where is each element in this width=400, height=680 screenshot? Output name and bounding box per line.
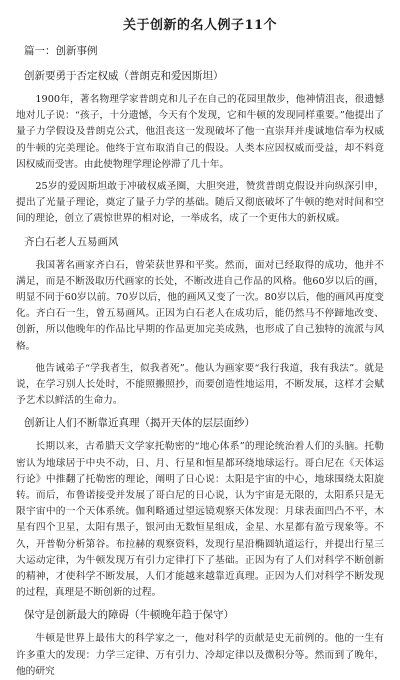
- section-celestial-truth: [16, 415, 384, 601]
- section-heading: 创新让人们不断靠近真理（揭开天体的层层面纱）: [24, 417, 255, 430]
- paragraph: 他告诫弟子“学我者生，似我者死”。他认为画家要“我行我道，我有我法”。就是说，在学习别人长处时，不能照搬照抄，而要创造性地运用，不断发展，这样才会赋予艺术以鲜活的生命力。: [16, 362, 384, 407]
- section-heading: 保守是创新最大的障碍（牛顿晚年趋于保守）: [24, 609, 234, 622]
- section-qi-baishi: [16, 234, 384, 410]
- paragraph: 25岁的爱因斯坦敢于冲破权威圣圈，大胆突进，赞赏普朗克假设并向纵深引申，提出了光量子理论，奠定了量子力学的基础。随后又彻底破坏了牛顿的绝对时间和空间的理论，创立了震惊世界的相对论，一举成名，成了一个更伟大的新权威。: [16, 181, 384, 225]
- section-heading: 齐白石老人五易画风: [24, 235, 119, 248]
- section-newton: [16, 607, 384, 680]
- paragraph: 牛顿是世界上最伟大的科学家之一，他对科学的贡献是史无前例的。他的一生有许多重大的发现：力学三定律、万有引力、冷却定律以及微积分等。然而到了晚年，他的研究: [16, 633, 384, 677]
- paragraph: 长期以来，古希腊天文学家托勒密的“地心体系”的理论统治着人们的头脑。托勒密认为地球居于中央不动，日、月、行星和恒星都环绕地球运行。哥白尼在《天体运行论》中推翻了托勒密的理论，阐明了日心说：太阳是宇宙的中心，地球围绕太阳旋转。而后，布鲁诺接受并发展了哥白尼的日心说，认为宇宙是无限的，太阳系只是无限宇宙中的一个天体系统。伽利略通过望远镜观察天体发现：月球表面凹凸不平，木星有四个卫星，太阳有黑子，银河由无数恒星组成，金星、水星都有盈亏现象等。不久，开普勒分析第谷。布拉赫的观察资料，发现行星沿椭圆轨道运行，并提出行星三大运动定律，为牛顿发现万有引力定律打下了基础。正因为有了人们对科学不断创新的精神，才使科学不断发展，人们才能越来越靠近真理。正因为人们对科学不断发现的过程，真理是不断创新的过程。: [16, 441, 384, 599]
- paragraph: 我国著名画家齐白石，曾荣获世界和平奖。然而，面对已经取得的成功，他并不满足，而是不断汲取历代画家的长处，不断改进自己作品的风格。他60岁以后的画，明显不同于60岁以前。70岁以后，他的画风又变了一次。80岁以后，他的画风再度变化。齐白石一生，曾五易画风。正因为白石老人在成功后，能仍然马不停蹄地改变、创新，所以他晚年的作品比早期的作品更加完美成熟，也形成了自己独特的流派与风格。: [16, 259, 384, 352]
- part-title: 篇一：创新事例: [24, 45, 98, 57]
- section-planck-einstein: [16, 68, 384, 228]
- paragraph: 1900年，著名物理学家普朗克和儿子在自己的花园里散步，他神情沮丧，很遗憾地对儿子说：“孩子，十分遗憾，今天有个发现，它和牛顿的发现同样重要。”他提出了量子力学假设及普朗克公式，他沮丧这一发现破坏了他一直崇拜并虔诚地信奉为权威的牛顿的完美理论。他终于宣布取消自己的假设。人类本应因权威而受益，却不料竟因权威而受害。由此使物理学理论停滞了几十年。: [16, 94, 384, 170]
- document-title: 关于创新的名人例子11个: [122, 18, 278, 33]
- section-heading: 创新要勇于否定权威（普朗克和爱因斯坦）: [24, 70, 224, 82]
